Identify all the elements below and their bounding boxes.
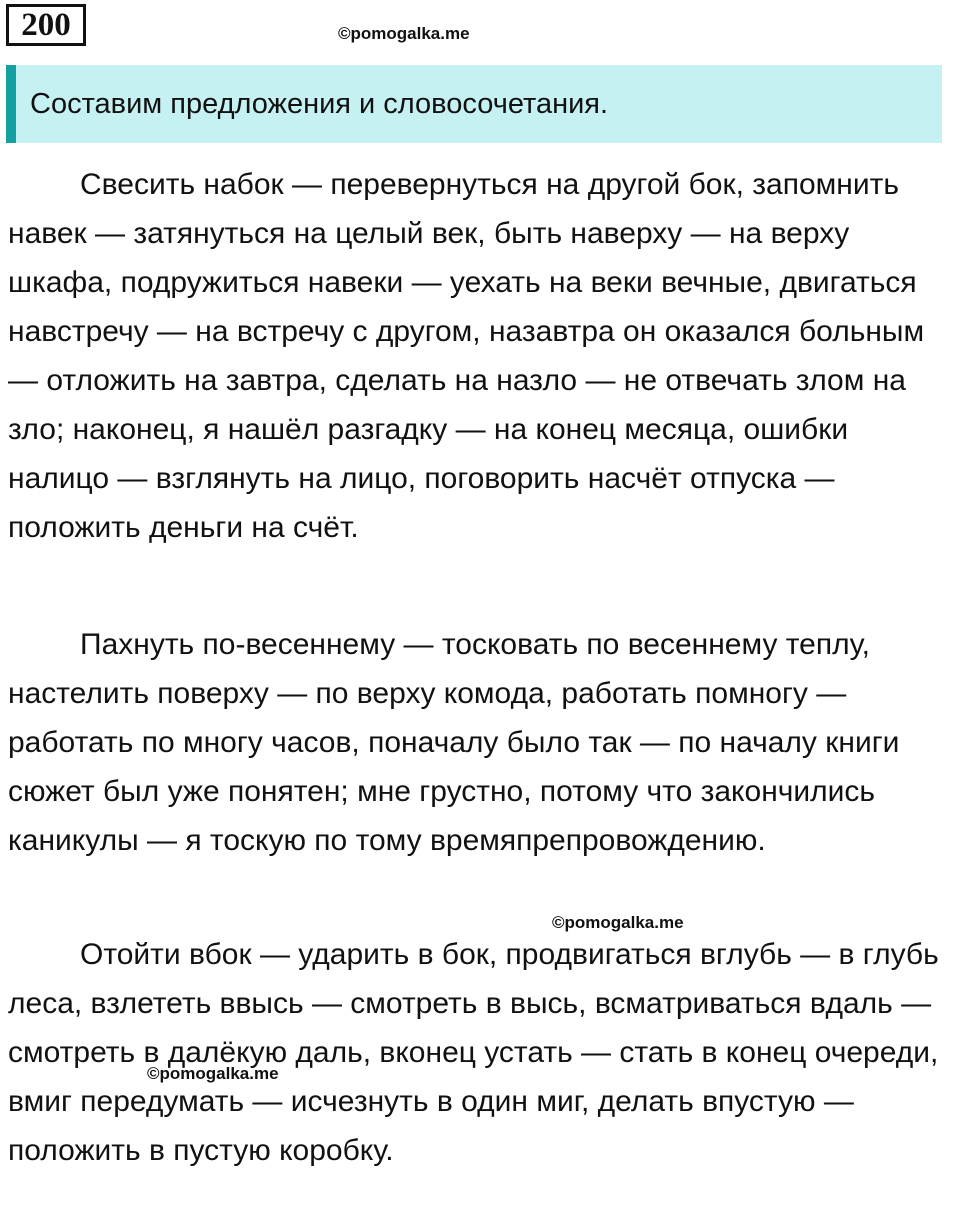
watermark-top: ©pomogalka.me: [338, 24, 470, 43]
answer-paragraph-3: Отойти вбок — ударить в бок, продвигаться вглубь — в глубь леса, взлететь ввысь — смотреть в высь, всматриваться вдаль — смотреть в далёкую даль, вконец устать — стать в конец очереди, вмиг передумать — исчезнуть в один миг, делать впустую — положить в пустую коробку.: [8, 938, 939, 1167]
task-banner: [6, 65, 942, 143]
exercise-number: 200: [6, 4, 86, 46]
watermark-lower: ©pomogalka.me: [147, 1064, 279, 1083]
answer-paragraph-2: Пахнуть по-весеннему — тосковать по весеннему теплу, настелить поверху — по верху комода, работать помногу — работать по многу часов, поначалу было так — по началу книги сюжет был уже понятен; мне грустно, потому что закончились каникулы — я тоскую по тому времяпрепровождению.: [8, 628, 900, 857]
task-banner-text: Составим предложения и словосочетания.: [30, 88, 609, 120]
watermark-middle: ©pomogalka.me: [552, 913, 684, 932]
answer-paragraph-1: Свесить набок — перевернуться на другой бок, запомнить навек — затянуться на целый век, быть наверху — на верху шкафа, подружиться навеки — уехать на веки вечные, двигаться навстречу — на встречу с другом, назавтра он оказался больным — отложить на завтра, сделать на назло — не отвечать злом на зло; наконец, я нашёл разгадку — на конец месяца, ошибки налицо — взглянуть на лицо, поговорить насчёт отпуска — положить деньги на счёт.: [8, 168, 925, 544]
